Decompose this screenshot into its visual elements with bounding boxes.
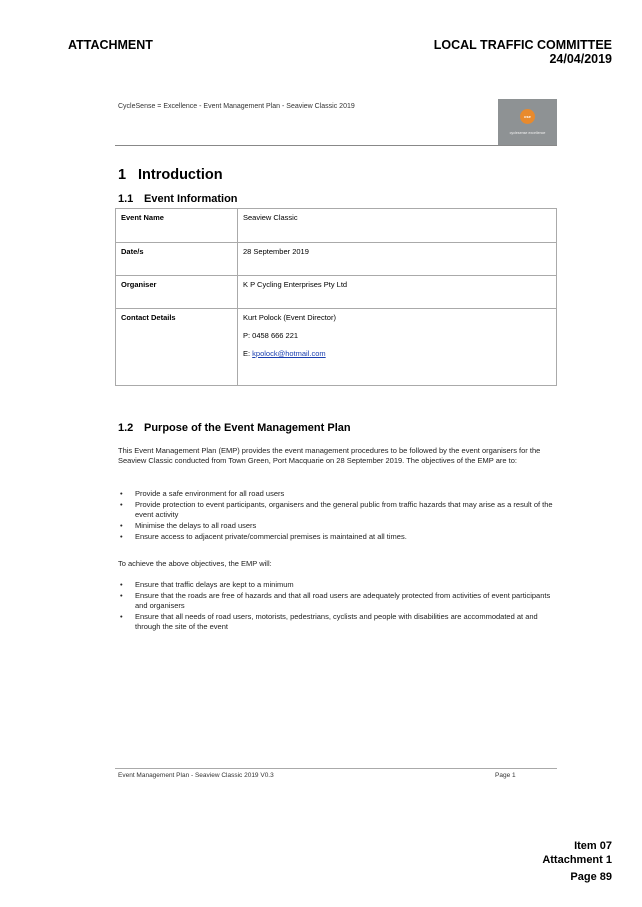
actions-list (118, 580, 558, 633)
item-reference (542, 839, 612, 867)
row-label: Contact Details (116, 309, 238, 386)
row-value: Seaview Classic (238, 209, 557, 243)
page-number: Page 89 (570, 871, 612, 883)
list-item: • Ensure that all needs of road users, motorists, pedestrians, cyclists and people with disabilities are accommodated at and through the site of the event (118, 612, 558, 632)
committee-name: LOCAL TRAFFIC COMMITTEE (433, 38, 612, 52)
footer-divider (115, 768, 557, 769)
subsection-number: 1.1 (118, 193, 134, 205)
cyclesense-logo (498, 99, 557, 145)
table-row (116, 243, 557, 276)
event-information-table (115, 208, 557, 386)
table-row (116, 309, 557, 386)
objectives-list (118, 489, 558, 543)
contact-email-line (243, 349, 551, 358)
logo-tagline: cyclesense excellence (509, 131, 546, 135)
subsection-title: Purpose of the Event Management Plan (144, 422, 351, 434)
committee-date: 24/04/2019 (549, 52, 612, 66)
attachment-label: ATTACHMENT (68, 38, 153, 52)
attachment-number: Attachment 1 (542, 854, 612, 866)
subsection-number: 1.2 (118, 422, 134, 434)
document-page-number: Page 1 (495, 772, 516, 779)
list-item: • Ensure that traffic delays are kept to a minimum (118, 580, 558, 590)
list-item: • Ensure access to adjacent private/commercial premises is maintained at all times. (118, 532, 558, 542)
document-footer-title: Event Management Plan - Seaview Classic 2019 V0.3 (118, 772, 274, 779)
table-row (116, 276, 557, 309)
contact-phone: P: 0458 666 221 (243, 331, 299, 340)
document-running-header: CycleSense = Excellence - Event Management Plan - Seaview Classic 2019 (118, 103, 355, 110)
section-heading-introduction (118, 167, 223, 183)
section-title: Introduction (138, 167, 223, 183)
row-label: Event Name (116, 209, 238, 243)
section-number: 1 (118, 167, 127, 183)
item-number: Item 07 (574, 840, 612, 852)
header-divider (115, 145, 557, 146)
committee-header (434, 38, 612, 66)
row-value: 28 September 2019 (238, 243, 557, 276)
list-item: • Provide protection to event participants, organisers and the general public from traffic hazards that may arise as a result of the event activity (118, 500, 558, 520)
list-item: • Minimise the delays to all road users (118, 521, 558, 531)
contact-details-cell (238, 309, 557, 386)
achieve-intro-paragraph: To achieve the above objectives, the EMP will: (118, 559, 272, 568)
subsection-title: Event Information (144, 193, 238, 205)
list-item: • Provide a safe environment for all road users (118, 489, 558, 499)
email-link[interactable]: kpolock@hotmail.com (252, 349, 326, 358)
row-label: Date/s (116, 243, 238, 276)
logo-badge: cse (520, 109, 535, 124)
row-value: K P Cycling Enterprises Pty Ltd (238, 276, 557, 309)
subsection-heading-event-information (118, 193, 238, 205)
email-prefix: E: (243, 349, 253, 358)
subsection-heading-purpose (118, 422, 351, 434)
row-label: Organiser (116, 276, 238, 309)
contact-name: Kurt Polock (Event Director) (243, 313, 336, 322)
list-item: • Ensure that the roads are free of hazards and that all road users are adequately protected from activities of event participants and organisers (118, 591, 558, 611)
table-row (116, 209, 557, 243)
purpose-intro-paragraph: This Event Management Plan (EMP) provides the event management procedures to be followed by the event organisers for the Seaview Classic conducted from Town Green, Port Macquarie on 28 September 2019. The objectives of the EMP are to: (118, 446, 541, 465)
